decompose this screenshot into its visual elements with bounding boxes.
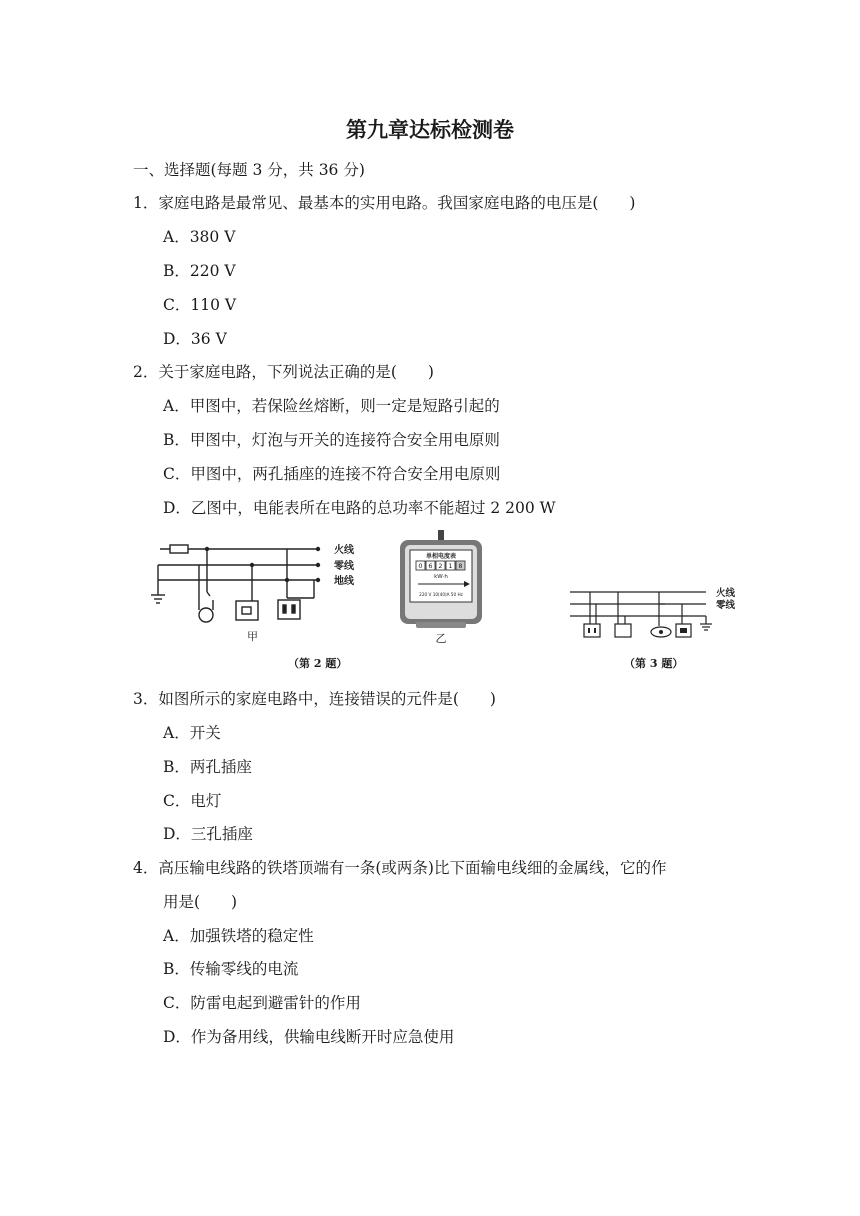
question-4-option-c: C．防雷电起到避雷针的作用 bbox=[163, 994, 361, 1012]
question-4-stem-line1: 4．高压输电线路的铁塔顶端有一条(或两条)比下面输电线细的金属线，它的作 bbox=[133, 859, 667, 877]
question-2-option-d: D．乙图中，电能表所在电路的总功率不能超过 2 200 W bbox=[163, 499, 556, 517]
meter-digit-1: 0 bbox=[418, 562, 423, 570]
question-2-option-b: B．甲图中，灯泡与开关的连接符合安全用电原则 bbox=[163, 431, 500, 449]
question-1-option-c: C．110 V bbox=[163, 296, 237, 314]
question-4-option-d: D．作为备用线，供输电线断开时应急使用 bbox=[163, 1028, 455, 1046]
electric-meter-yi bbox=[396, 528, 486, 646]
figure-caption-q3: （第 3 题） bbox=[624, 657, 684, 670]
question-3-option-a: A．开关 bbox=[163, 724, 221, 742]
meter-spec: 220 V 10(40)A 50 Hz bbox=[419, 592, 463, 597]
meter-digit-2: 6 bbox=[428, 562, 433, 570]
question-4-stem-line2: 用是( ) bbox=[163, 893, 238, 911]
question-1-option-b: B．220 V bbox=[163, 262, 236, 280]
jia-live-wire-label: 火线 bbox=[334, 545, 354, 556]
circuit-diagram-jia bbox=[150, 538, 365, 653]
meter-digit-3: 2 bbox=[438, 562, 443, 570]
meter-title: 单相电度表 bbox=[425, 553, 457, 560]
question-1-stem: 1．家庭电路是最常见、最基本的实用电路。我国家庭电路的电压是( ) bbox=[133, 194, 636, 212]
meter-unit: kW·h bbox=[434, 574, 448, 580]
question-4-option-a: A．加强铁塔的稳定性 bbox=[163, 927, 314, 945]
question-1-option-a: A．380 V bbox=[163, 228, 236, 246]
question-1-option-d: D．36 V bbox=[163, 330, 227, 348]
jia-ground-wire-label: 地线 bbox=[334, 576, 354, 587]
yi-figure-label: 乙 bbox=[435, 632, 447, 645]
q3-live-wire-label: 火线 bbox=[716, 588, 736, 599]
question-3-stem: 3．如图所示的家庭电路中，连接错误的元件是( ) bbox=[133, 690, 496, 708]
question-4-option-b: B．传输零线的电流 bbox=[163, 960, 299, 978]
question-3-option-c: C．电灯 bbox=[163, 792, 222, 810]
meter-digit-4: 1 bbox=[448, 562, 453, 570]
circuit-diagram-q3 bbox=[566, 586, 746, 646]
page-title: 第九章达标检测卷 bbox=[346, 118, 514, 142]
question-3-option-b: B．两孔插座 bbox=[163, 758, 252, 776]
q3-neutral-wire-label: 零线 bbox=[716, 600, 736, 611]
question-3-option-d: D．三孔插座 bbox=[163, 825, 253, 843]
jia-neutral-wire-label: 零线 bbox=[334, 561, 354, 572]
question-2-option-c: C．甲图中，两孔插座的连接不符合安全用电原则 bbox=[163, 465, 501, 483]
jia-figure-label: 甲 bbox=[247, 630, 258, 643]
section-heading: 一、选择题(每题 3 分，共 36 分) bbox=[133, 161, 365, 179]
meter-digit-5: 8 bbox=[458, 562, 463, 570]
question-2-stem: 2．关于家庭电路，下列说法正确的是( ) bbox=[133, 363, 434, 381]
question-2-option-a: A．甲图中，若保险丝熔断，则一定是短路引起的 bbox=[163, 397, 500, 415]
figure-caption-q2: （第 2 题） bbox=[288, 657, 348, 670]
